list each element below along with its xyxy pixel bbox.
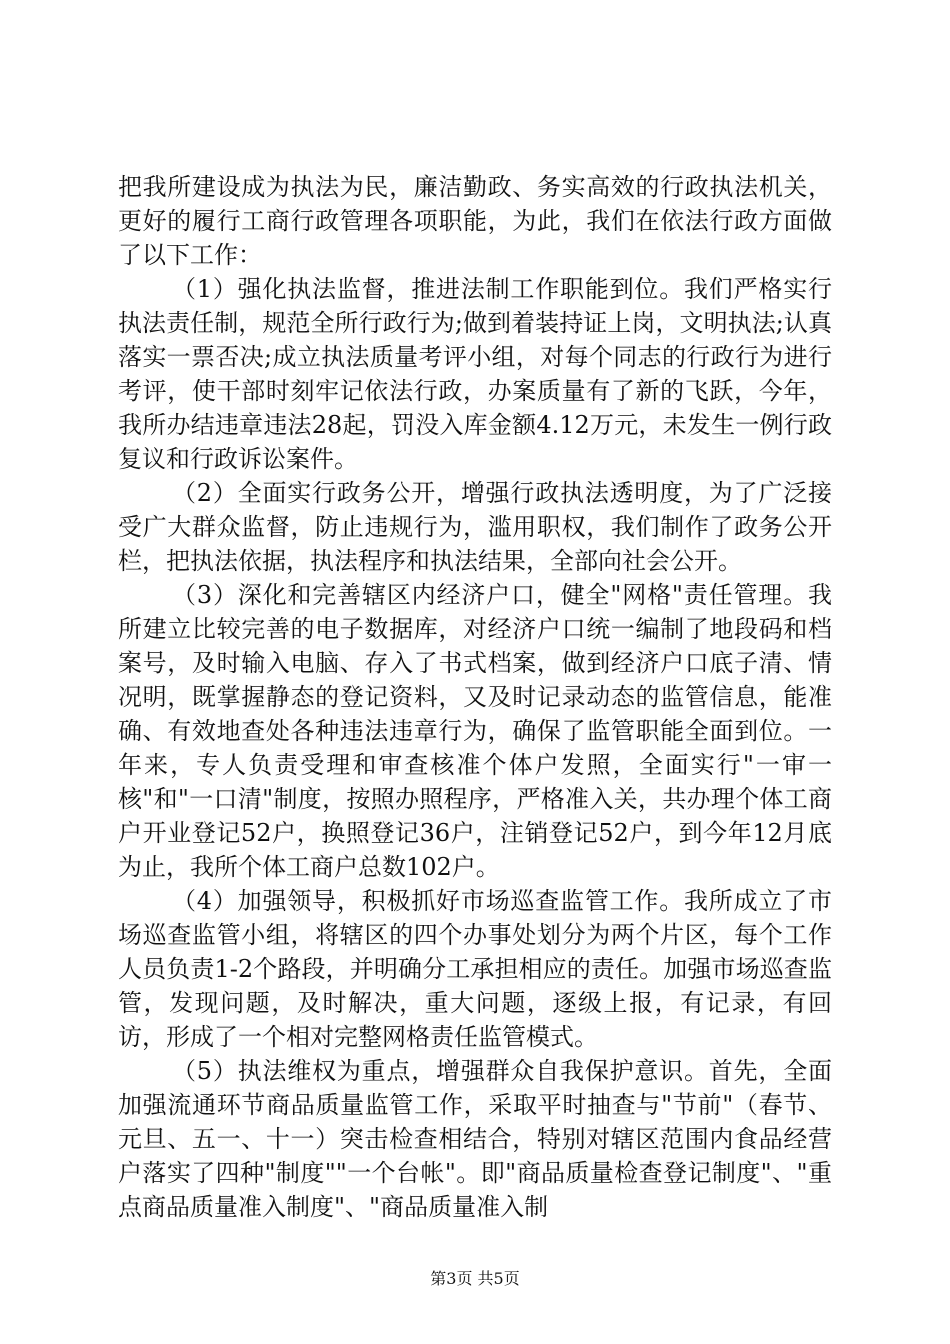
paragraph-intro: 把我所建设成为执法为民，廉洁勤政、务实高效的行政执法机关，更好的履行工商行政管理各项职能，为此，我们在依法行政方面做了以下工作：	[118, 173, 832, 269]
paragraph-item-3: （3）深化和完善辖区内经济户口，健全"网格"责任管理。我所建立比较完善的电子数据库，对经济户口统一编制了地段码和档案号，及时输入电脑、存入了书式档案，做到经济户口底子清、情况明，既掌握静态的登记资料，又及时记录动态的监管信息，能准确、有效地查处各种违法违章行为，确保了监管职能全面到位。一年来，专人负责受理和审查核准个体户发照，全面实行"一审一核"和"一口清"制度，按照办照程序，严格准入关，共办理个体工商户开业登记52户，换照登记36户，注销登记52户，到今年12月底为止，我所个体工商户总数102户。	[118, 581, 832, 881]
page-number-footer: 第3页 共5页	[430, 1269, 520, 1288]
document-body	[118, 170, 832, 1224]
paragraph-item-5: （5）执法维权为重点，增强群众自我保护意识。首先，全面加强流通环节商品质量监管工作，采取平时抽查与"节前"（春节、元旦、五一、十一）突击检查相结合，特别对辖区范围内食品经营户落实了四种"制度""一个台帐"。即"商品质量检查登记制度"、"重点商品质量准入制度"、"商品质量准入制	[118, 1057, 832, 1221]
paragraph-item-2: （2）全面实行政务公开，增强行政执法透明度，为了广泛接受广大群众监督，防止违规行为，滥用职权，我们制作了政务公开栏，把执法依据，执法程序和执法结果，全部向社会公开。	[118, 479, 832, 575]
paragraph-item-4: （4）加强领导，积极抓好市场巡查监管工作。我所成立了市场巡查监管小组，将辖区的四个办事处划分为两个片区，每个工作人员负责1-2个路段，并明确分工承担相应的责任。加强市场巡查监管，发现问题，及时解决，重大问题，逐级上报，有记录，有回访，形成了一个相对完整网格责任监管模式。	[118, 887, 832, 1051]
paragraph-item-1: （1）强化执法监督，推进法制工作职能到位。我们严格实行执法责任制，规范全所行政行为;做到着装持证上岗，文明执法;认真落实一票否决;成立执法质量考评小组，对每个同志的行政行为进行考评，使干部时刻牢记依法行政，办案质量有了新的飞跃，今年，我所办结违章违法28起，罚没入库金额4.12万元，未发生一例行政复议和行政诉讼案件。	[118, 275, 832, 473]
